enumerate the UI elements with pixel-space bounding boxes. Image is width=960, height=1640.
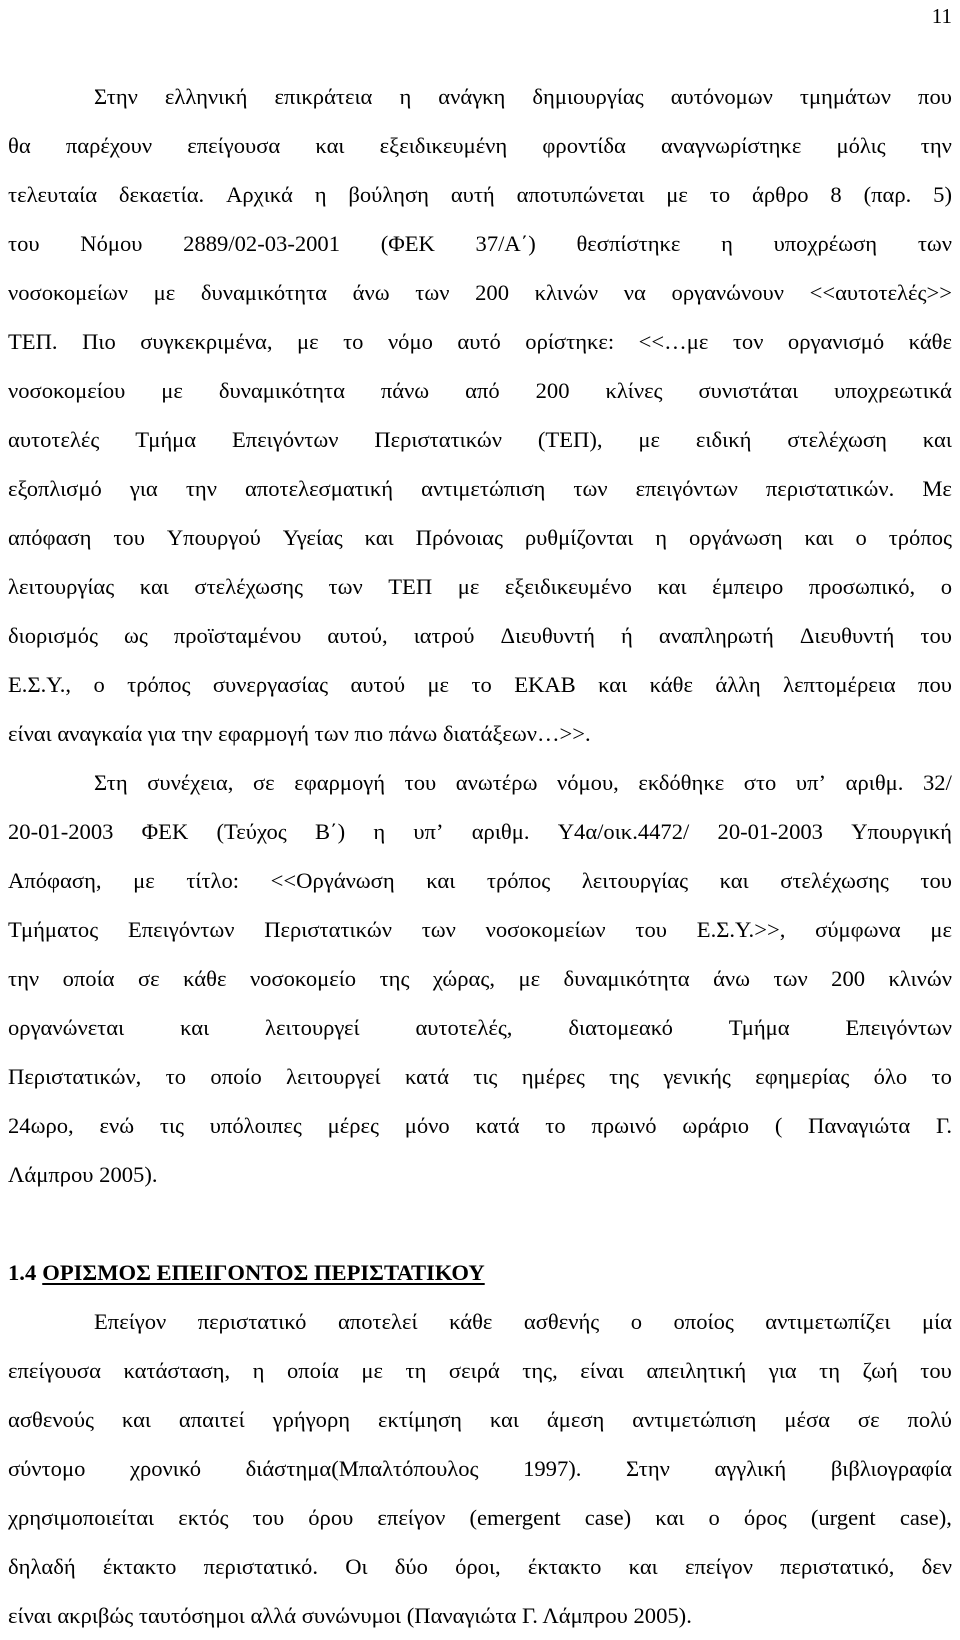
text-line: Λάμπρου 2005). bbox=[8, 1161, 158, 1187]
paragraph-3 bbox=[8, 1297, 952, 1640]
text-line: σύντομο χρονικό διάστημα(Μπαλτόπουλος 1997). Στην αγγλική βιβλιογραφία bbox=[8, 1455, 952, 1481]
text-line: Στην ελληνική επικράτεια η ανάγκη δημιουργίας αυτόνομων τμημάτων που bbox=[94, 83, 952, 109]
page-number: 11 bbox=[931, 4, 952, 28]
section-heading bbox=[8, 1248, 952, 1297]
text-line: Ε.Σ.Υ., ο τρόπος συνεργασίας αυτού με το ΕΚΑΒ και κάθε άλλη λεπτομέρεια που bbox=[8, 671, 952, 697]
text-line: χρησιμοποιείται εκτός του όρου επείγον (emergent case) και ο όρος (urgent case), bbox=[8, 1504, 952, 1530]
text-line: 24ωρο, ενώ τις υπόλοιπες μέρες μόνο κατά το πρωινό ωράριο ( Παναγιώτα Γ. bbox=[8, 1112, 952, 1138]
section-number: 1.4 bbox=[8, 1259, 37, 1285]
text-line: λειτουργίας και στελέχωσης των ΤΕΠ με εξειδικευμένο και έμπειρο προσωπικό, ο bbox=[8, 573, 952, 599]
text-line: διορισμός ως προϊσταμένου αυτού, ιατρού Διευθυντή ή αναπληρωτή Διευθυντή του bbox=[8, 622, 952, 648]
text-line: εξοπλισμό για την αποτελεσματική αντιμετώπιση των επειγόντων περιστατικών. Με bbox=[8, 475, 952, 501]
text-line: 20-01-2003 ΦΕΚ (Τεύχος Β΄) η υπ’ αριθμ. Υ4α/οικ.4472/ 20-01-2003 Υπουργική bbox=[8, 818, 952, 844]
text-line: ασθενούς και απαιτεί γρήγορη εκτίμηση και άμεση αντιμετώπιση μέσα σε πολύ bbox=[8, 1406, 952, 1432]
text-line: τελευταία δεκαετία. Αρχικά η βούληση αυτή αποτυπώνεται με το άρθρο 8 (παρ. 5) bbox=[8, 181, 952, 207]
text-line: είναι αναγκαία για την εφαρμογή των πιο πάνω διατάξεων…>>. bbox=[8, 720, 591, 746]
text-line: είναι ακριβώς ταυτόσημοι αλλά συνώνυμοι (Παναγιώτα Γ. Λάμπρου 2005). bbox=[8, 1602, 692, 1628]
text-line: οργανώνεται και λειτουργεί αυτοτελές, διατομεακό Τμήμα Επειγόντων bbox=[8, 1014, 952, 1040]
document-body bbox=[8, 72, 952, 1640]
spacer bbox=[8, 1199, 952, 1248]
paragraph-2 bbox=[8, 758, 952, 1199]
text-line: Επείγον περιστατικό αποτελεί κάθε ασθενής ο οποίος αντιμετωπίζει μία bbox=[94, 1308, 952, 1334]
text-line: νοσοκομείου με δυναμικότητα πάνω από 200 κλίνες συνιστάται υποχρεωτικά bbox=[8, 377, 952, 403]
text-line: αυτοτελές Τμήμα Επειγόντων Περιστατικών (ΤΕΠ), με ειδική στελέχωση και bbox=[8, 426, 952, 452]
text-line: ΤΕΠ. Πιο συγκεκριμένα, με το νόμο αυτό ορίστηκε: <<…με τον οργανισμό κάθε bbox=[8, 328, 952, 354]
text-line: την οποία σε κάθε νοσοκομείο της χώρας, με δυναμικότητα άνω των 200 κλινών bbox=[8, 965, 952, 991]
text-line: νοσοκομείων με δυναμικότητα άνω των 200 κλινών να οργανώνουν <<αυτοτελές>> bbox=[8, 279, 952, 305]
text-line: απόφαση του Υπουργού Υγείας και Πρόνοιας ρυθμίζονται η οργάνωση και ο τρόπος bbox=[8, 524, 952, 550]
paragraph-1 bbox=[8, 72, 952, 758]
text-line: Περιστατικών, το οποίο λειτουργεί κατά τις ημέρες της γενικής εφημερίας όλο το bbox=[8, 1063, 952, 1089]
text-line: Απόφαση, με τίτλο: <<Οργάνωση και τρόπος λειτουργίας και στελέχωσης του bbox=[8, 867, 952, 893]
text-line: του Νόμου 2889/02-03-2001 (ΦΕΚ 37/Α΄) θεσπίστηκε η υποχρέωση των bbox=[8, 230, 952, 256]
text-line: δηλαδή έκτακτο περιστατικό. Οι δύο όροι, έκτακτο και επείγον περιστατικό, δεν bbox=[8, 1553, 952, 1579]
text-line: Τμήματος Επειγόντων Περιστατικών των νοσοκομείων του Ε.Σ.Υ.>>, σύμφωνα με bbox=[8, 916, 952, 942]
section-title: ΟΡΙΣΜΟΣ ΕΠΕΙΓΟΝΤΟΣ ΠΕΡΙΣΤΑΤΙΚΟΥ bbox=[42, 1259, 485, 1285]
text-line: θα παρέχουν επείγουσα και εξειδικευμένη φροντίδα αναγνωρίστηκε μόλις την bbox=[8, 132, 952, 158]
text-line: επείγουσα κατάσταση, η οποία με τη σειρά της, είναι απειλητική για τη ζωή του bbox=[8, 1357, 952, 1383]
text-line: Στη συνέχεια, σε εφαρμογή του ανωτέρω νόμου, εκδόθηκε στο υπ’ αριθμ. 32/ bbox=[94, 769, 952, 795]
